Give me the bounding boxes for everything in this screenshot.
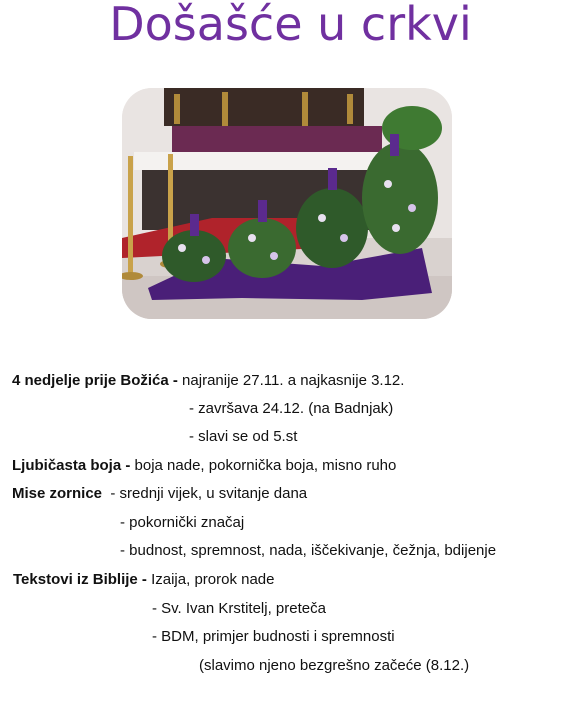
text-line-8 xyxy=(13,571,275,589)
text-line-6 xyxy=(120,514,244,532)
page-title: Došašće u crkvi xyxy=(109,0,472,51)
text-line-2 xyxy=(189,400,393,418)
line-text: - budnost, spremnost, nada, iščekivanje, čežnja, bdijenje xyxy=(120,542,497,559)
line-text: - Sv. Ivan Krstitelj, preteča xyxy=(152,600,326,617)
text-line-4 xyxy=(12,457,396,475)
line-label: Mise zornice xyxy=(12,485,103,502)
text-line-11 xyxy=(199,657,469,675)
text-line-10 xyxy=(152,628,395,646)
text-line-1 xyxy=(12,372,404,390)
line-text: boja nade, pokornička boja, misno ruho xyxy=(130,457,397,474)
line-text: - pokornički značaj xyxy=(120,514,245,531)
line-text: - završava 24.12. (na Badnjak) xyxy=(189,400,394,417)
text-line-9 xyxy=(152,600,326,618)
line-text: - srednji vijek, u svitanje dana xyxy=(102,485,308,502)
church-advent-photo xyxy=(122,88,452,319)
text-line-7 xyxy=(120,542,496,560)
line-label: Ljubičasta boja - xyxy=(12,457,131,474)
line-text: - BDM, primjer budnosti i spremnosti xyxy=(152,628,395,645)
text-line-3 xyxy=(189,428,297,446)
text-line-5 xyxy=(12,485,307,503)
line-text: Izaija, prorok nade xyxy=(146,571,275,588)
line-label: Tekstovi iz Biblije - xyxy=(13,571,147,588)
advent-altar-image xyxy=(122,88,452,319)
line-text: najranije 27.11. a najkasnije 3.12. xyxy=(177,372,405,389)
line-text: - slavi se od 5.st xyxy=(189,428,298,445)
line-text: (slavimo njeno bezgrešno začeće (8.12.) xyxy=(199,657,470,674)
line-label: 4 nedjelje prije Božića - xyxy=(12,372,178,389)
